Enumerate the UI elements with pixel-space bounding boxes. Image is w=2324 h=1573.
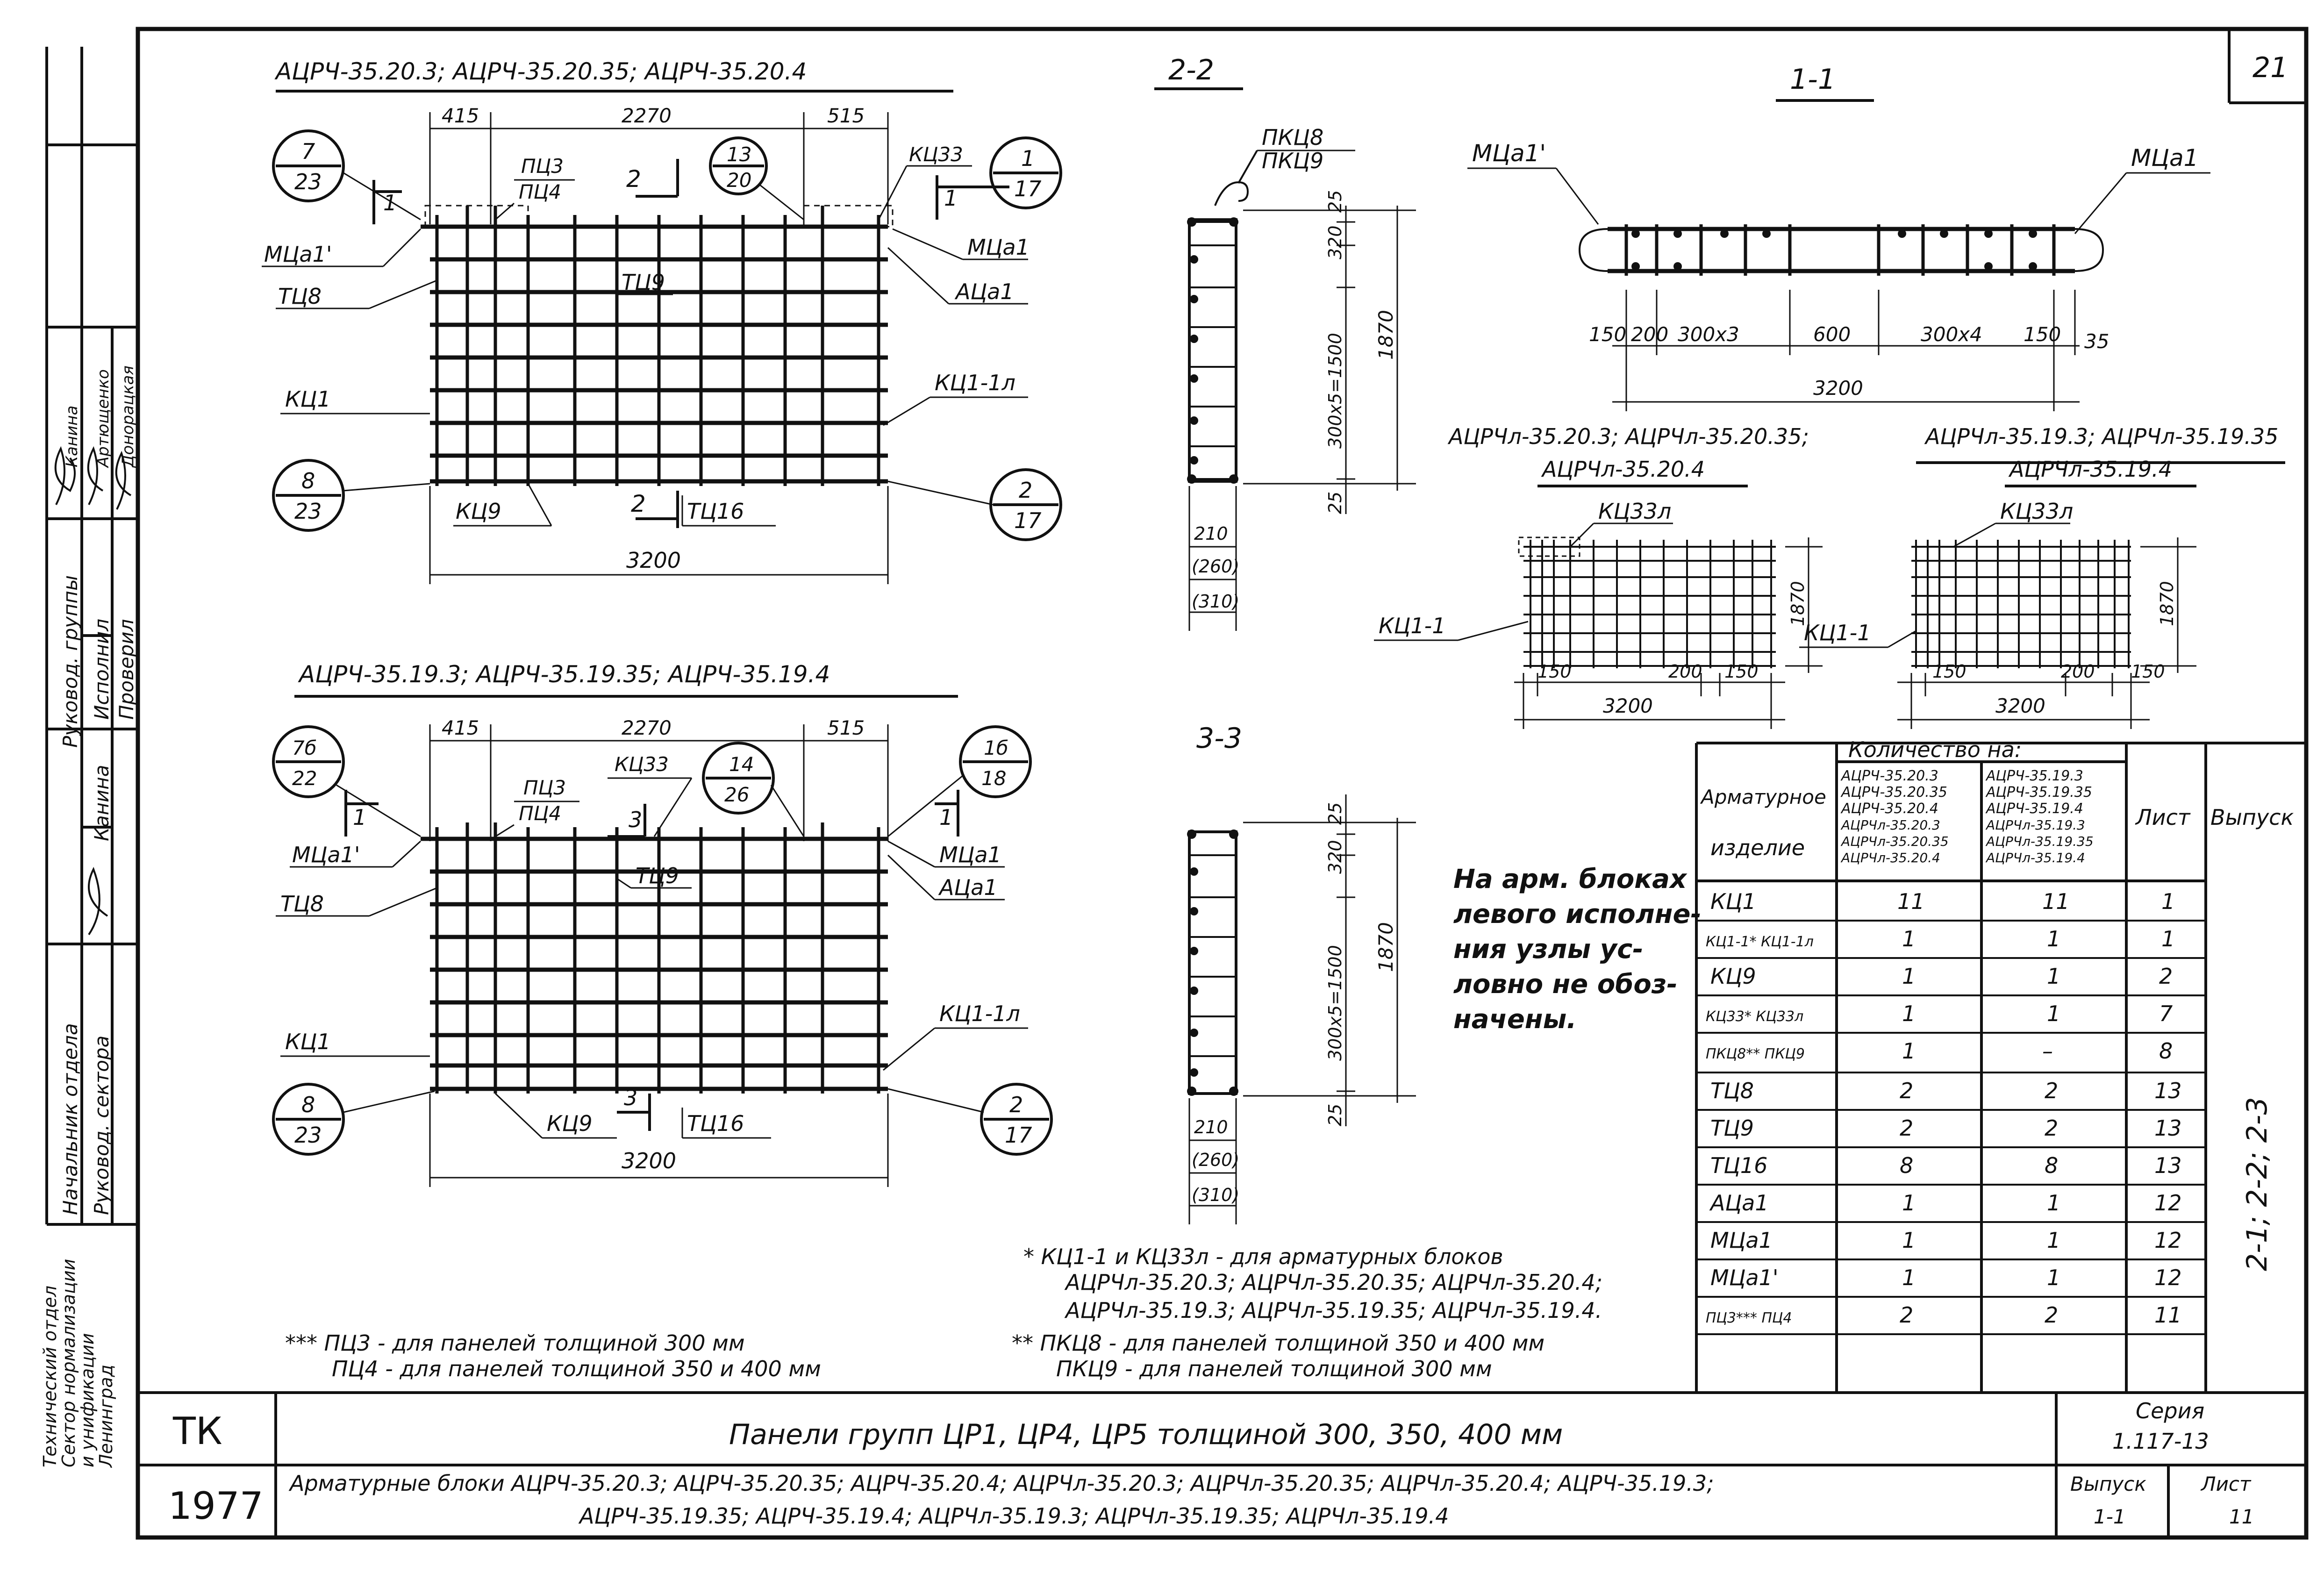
left-hand-note xyxy=(1453,864,1702,1035)
svg-text:2: 2 xyxy=(2045,1078,2059,1103)
top-label-tc8: ТЦ8 xyxy=(278,284,322,309)
s22-dim-1870: 1870 xyxy=(1374,310,1397,360)
svg-text:7: 7 xyxy=(2159,1001,2173,1026)
s22-dim-210: 210 xyxy=(1194,523,1228,544)
bottom-view-title: АЦРЧ-35.19.3; АЦРЧ-35.19.35; АЦРЧ-35.19.4 xyxy=(299,661,830,688)
s33-dim-260: (260) xyxy=(1192,1150,1240,1170)
svg-text:18: 18 xyxy=(981,767,1007,790)
org-line-3: и унификации xyxy=(77,1333,98,1467)
left20-kc1-1: КЦ1-1 xyxy=(1379,613,1446,638)
left19-mesh xyxy=(1911,540,2131,668)
top-dim-2270: 2270 xyxy=(622,104,672,127)
stamp-name-1: Канина xyxy=(90,765,113,841)
table-header-sheet: Лист xyxy=(2136,805,2190,830)
series-value: 1.117-13 xyxy=(2112,1429,2209,1454)
svg-text:11: 11 xyxy=(2042,889,2070,914)
bottom-section-3-top: 3 xyxy=(629,807,643,832)
left20-dim-150b: 150 xyxy=(1724,661,1759,682)
s22-dim-25b: 25 xyxy=(1325,491,1345,514)
svg-text:7б: 7б xyxy=(292,736,317,759)
section-1-1-title: 1-1 xyxy=(1790,63,1836,96)
table-row xyxy=(1706,1038,2173,1064)
svg-text:2: 2 xyxy=(2159,964,2173,989)
svg-text:ПЦ3*** ПЦ4: ПЦ3*** ПЦ4 xyxy=(1706,1310,1792,1326)
top-mesh-vertical xyxy=(437,206,879,486)
svg-text:17: 17 xyxy=(1014,508,1042,533)
svg-text:1: 1 xyxy=(2161,926,2175,951)
table-col2-block-6: АЦРЧл-35.19.4 xyxy=(1986,850,2085,865)
svg-text:11: 11 xyxy=(2154,1302,2182,1328)
top-callout-2-17 xyxy=(888,470,1061,540)
s11-mca1: МЦа1 xyxy=(2131,144,2199,172)
bottom-dim-2270: 2270 xyxy=(622,716,672,739)
s22-dim-25a: 25 xyxy=(1325,190,1345,213)
left19-kc33l: КЦ33л xyxy=(2000,499,2074,524)
footnotes xyxy=(285,1244,1602,1381)
top-dim-515: 515 xyxy=(827,104,865,127)
svg-text:13: 13 xyxy=(2154,1115,2182,1141)
left19-dim-150b: 150 xyxy=(2131,661,2165,682)
svg-text:1: 1 xyxy=(1902,1228,1916,1253)
table-header-item-1: Арматурное xyxy=(1701,786,1826,808)
s11-dim-3200: 3200 xyxy=(1813,377,1863,400)
svg-text:1: 1 xyxy=(1902,1038,1916,1064)
top-section-1-right: 1 xyxy=(944,186,958,211)
svg-text:8: 8 xyxy=(1900,1153,1914,1178)
s11-dim-300x3: 300x3 xyxy=(1678,323,1739,346)
left20-title-b: АЦРЧл-35.20.4 xyxy=(1542,457,1705,482)
svg-text:КЦ1-1* КЦ1-1л: КЦ1-1* КЦ1-1л xyxy=(1706,934,1814,950)
top-label-tc9: ТЦ9 xyxy=(622,270,665,295)
svg-text:2: 2 xyxy=(2045,1302,2059,1328)
s11-mca1p: МЦа1' xyxy=(1472,140,1546,167)
svg-text:АЦа1: АЦа1 xyxy=(1710,1190,1769,1216)
top-view xyxy=(262,58,1061,584)
table-row xyxy=(1709,1190,2182,1216)
table-col1-block-6: АЦРЧл-35.20.4 xyxy=(1841,850,1940,865)
bottom-section-1-left: 1 xyxy=(353,805,367,830)
svg-text:14: 14 xyxy=(729,753,754,776)
footnote-star3-a: *** ПЦ3 - для панелей толщиной 300 мм xyxy=(285,1330,745,1356)
org-line-4: Ленинград xyxy=(96,1365,116,1467)
svg-text:начены.: начены. xyxy=(1453,1004,1577,1035)
s11-dim-300x4: 300x4 xyxy=(1921,323,1982,346)
s33-dim-1870: 1870 xyxy=(1374,922,1397,972)
stamp-role-1: Начальник отдела xyxy=(59,1023,82,1215)
svg-text:26: 26 xyxy=(724,783,750,806)
top-label-mca1p: МЦа1' xyxy=(264,242,332,267)
svg-text:На арм. блоках: На арм. блоках xyxy=(1453,864,1687,894)
bottom-label-tc9: ТЦ9 xyxy=(636,863,679,888)
svg-text:23: 23 xyxy=(294,169,322,194)
top-section-2-top: 2 xyxy=(626,165,641,193)
s22-dim-1500: 300x5=1500 xyxy=(1325,333,1345,449)
table-row xyxy=(1710,889,2175,914)
table-header-issue: Выпуск xyxy=(2210,805,2294,830)
table-row xyxy=(1710,1228,2182,1253)
bottom-label-kc33: КЦ33 xyxy=(615,753,669,776)
bottom-label-tc16: ТЦ16 xyxy=(687,1111,744,1136)
table-row xyxy=(1710,1265,2182,1290)
org-line-2: Сектор нормализации xyxy=(58,1258,79,1467)
svg-text:1: 1 xyxy=(1902,1001,1916,1026)
section-3-3 xyxy=(1187,722,1416,1224)
table-row xyxy=(1706,1302,2182,1328)
bottom-view xyxy=(273,661,1051,1187)
svg-text:23: 23 xyxy=(294,1123,322,1148)
table-col1-block-5: АЦРЧл-35.20.35 xyxy=(1841,834,1949,849)
bottom-callout-8-23 xyxy=(273,1084,435,1154)
s33-dim-210: 210 xyxy=(1194,1117,1228,1137)
top-label-aca1: АЦа1 xyxy=(956,279,1014,304)
bottom-dim-415: 415 xyxy=(442,716,479,739)
s11-dim-35: 35 xyxy=(2084,330,2109,353)
bottom-label-mca1p: МЦа1' xyxy=(292,842,360,867)
svg-text:1: 1 xyxy=(2047,1265,2061,1290)
svg-text:КЦ33* КЦ33л: КЦ33* КЦ33л xyxy=(1706,1008,1804,1025)
section-2-2-pkc9: ПКЦ9 xyxy=(1262,148,1324,173)
top-label-pc4: ПЦ4 xyxy=(519,180,561,203)
left19-dim-200: 200 xyxy=(2061,661,2095,682)
top-callout-1-17 xyxy=(991,138,1061,208)
s11-dim-150a: 150 xyxy=(1589,323,1627,346)
left19-dim-1870: 1870 xyxy=(2157,581,2177,626)
table-col2-block-1: АЦРЧ-35.19.3 xyxy=(1986,768,2083,784)
s33-dim-25a: 25 xyxy=(1325,802,1345,825)
svg-text:8: 8 xyxy=(301,468,315,493)
svg-text:20: 20 xyxy=(727,169,752,192)
top-callout-13-20 xyxy=(710,138,804,220)
left-blocks-19 xyxy=(1799,424,2285,729)
bottom-callout-2-17 xyxy=(888,1084,1051,1154)
svg-text:1: 1 xyxy=(2161,889,2175,914)
svg-text:23: 23 xyxy=(294,499,322,524)
footnote-star2-a: ** ПКЦ8 - для панелей толщиной 350 и 400 мм xyxy=(1012,1330,1545,1356)
svg-text:7: 7 xyxy=(301,139,315,164)
bottom-section-1-right: 1 xyxy=(939,805,953,830)
svg-text:–: – xyxy=(2042,1038,2053,1064)
svg-text:2: 2 xyxy=(1900,1302,1914,1328)
left19-kc1-1: КЦ1-1 xyxy=(1804,620,1871,645)
svg-text:1: 1 xyxy=(2047,1190,2061,1216)
left19-title-b: АЦРЧл-35.19.4 xyxy=(2009,457,2173,482)
bottom-label-kc1: КЦ1 xyxy=(285,1029,331,1054)
svg-text:12: 12 xyxy=(2154,1265,2182,1290)
table-row xyxy=(1710,1115,2182,1141)
top-section-2-bottom: 2 xyxy=(631,490,646,517)
svg-text:ния узлы ус-: ния узлы ус- xyxy=(1453,934,1644,965)
table-row xyxy=(1706,1001,2173,1026)
title-sub-line1: Арматурные блоки АЦРЧ-35.20.3; АЦРЧ-35.20.35; АЦРЧ-35.20.4; АЦРЧл-35.20.3; АЦРЧл-35.20.35; АЦРЧл-35.20.4; АЦРЧ-35.19.3; xyxy=(290,1471,1714,1496)
top-label-tc16: ТЦ16 xyxy=(687,499,744,524)
issue-label: Выпуск xyxy=(2070,1473,2146,1495)
stamp-name-3: Донорацкая xyxy=(119,365,137,467)
s22-dim-320: 320 xyxy=(1325,225,1345,259)
table-row xyxy=(1706,926,2175,951)
table-col2-block-4: АЦРЧл-35.19.3 xyxy=(1986,817,2085,833)
top-label-kc1: КЦ1 xyxy=(285,386,331,412)
series-label: Серия xyxy=(2136,1398,2205,1423)
left19-title-a: АЦРЧл-35.19.3; АЦРЧл-35.19.35 xyxy=(1925,424,2279,449)
bottom-dim-3200: 3200 xyxy=(622,1148,677,1173)
bottom-callout-14-26 xyxy=(703,743,804,837)
stamp-role-2: Руковод. сектора xyxy=(90,1035,113,1215)
top-view-title: АЦРЧ-35.20.3; АЦРЧ-35.20.35; АЦРЧ-35.20.4 xyxy=(276,58,807,85)
section-3-3-title: 3-3 xyxy=(1196,722,1242,755)
footnote-star3-b: ПЦ4 - для панелей толщиной 350 и 400 мм xyxy=(332,1356,821,1381)
table-col2-block-5: АЦРЧл-35.19.35 xyxy=(1986,834,2094,849)
svg-text:КЦ9: КЦ9 xyxy=(1710,964,1756,989)
left20-dim-150a: 150 xyxy=(1537,661,1572,682)
footnote-star2-b: ПКЦ9 - для панелей толщиной 300 мм xyxy=(1056,1356,1492,1381)
top-callout-7-23 xyxy=(273,131,421,220)
section-2-2 xyxy=(1154,54,1416,631)
svg-text:1б: 1б xyxy=(984,736,1008,759)
svg-text:ПКЦ8** ПКЦ9: ПКЦ8** ПКЦ9 xyxy=(1706,1046,1805,1062)
svg-text:2: 2 xyxy=(1019,478,1033,503)
svg-text:2: 2 xyxy=(2045,1115,2059,1141)
title-sub-line2: АЦРЧ-35.19.35; АЦРЧ-35.19.4; АЦРЧл-35.19.3; АЦРЧл-35.19.35; АЦРЧл-35.19.4 xyxy=(579,1503,1449,1529)
sheet-number: 21 xyxy=(2252,51,2288,84)
table-row xyxy=(1710,1078,2182,1103)
left20-kc33l: КЦ33л xyxy=(1598,499,1672,524)
svg-text:8: 8 xyxy=(2159,1038,2173,1064)
bottom-label-aca1: АЦа1 xyxy=(939,875,998,900)
s11-dim-150b: 150 xyxy=(2024,323,2061,346)
stamp-year: 1977 xyxy=(168,1484,264,1528)
bottom-label-pc3: ПЦ3 xyxy=(523,776,566,799)
svg-text:17: 17 xyxy=(1005,1123,1032,1148)
table-header-qty: Количество на: xyxy=(1848,737,2022,762)
left-blocks-20 xyxy=(1374,424,1823,729)
top-dim-3200: 3200 xyxy=(626,548,681,573)
left20-dim-3200: 3200 xyxy=(1603,694,1653,717)
svg-text:2: 2 xyxy=(1900,1115,1914,1141)
svg-text:1: 1 xyxy=(2047,1228,2061,1253)
footnote-star1-b: АЦРЧл-35.20.3; АЦРЧл-35.20.35; АЦРЧл-35.20.4; xyxy=(1065,1270,1603,1295)
table-col2-block-3: АЦРЧ-35.19.4 xyxy=(1986,801,2083,817)
svg-text:13: 13 xyxy=(2154,1153,2182,1178)
svg-text:1: 1 xyxy=(1902,964,1916,989)
left20-title-a: АЦРЧл-35.20.3; АЦРЧл-35.20.35; xyxy=(1449,424,1809,449)
footnote-star1-c: АЦРЧл-35.19.3; АЦРЧл-35.19.35; АЦРЧл-35.19.4. xyxy=(1065,1298,1602,1323)
bottom-dim-515: 515 xyxy=(827,716,865,739)
svg-text:1: 1 xyxy=(2047,964,2061,989)
svg-text:17: 17 xyxy=(1014,176,1042,201)
stamp-role-4: Исполнил xyxy=(90,618,113,720)
svg-text:12: 12 xyxy=(2154,1228,2182,1253)
section-1-1 xyxy=(1467,63,2210,411)
bottom-section-3-bottom: 3 xyxy=(624,1085,638,1110)
left20-dim-200: 200 xyxy=(1668,661,1702,682)
footnote-star1-a: * КЦ1-1 и КЦ33л - для арматурных блоков xyxy=(1023,1244,1503,1269)
table-row xyxy=(1710,964,2173,989)
svg-text:1: 1 xyxy=(2047,1001,2061,1026)
svg-text:2: 2 xyxy=(1009,1092,1023,1117)
top-mesh-horizontal xyxy=(421,227,888,481)
bottom-label-pc4: ПЦ4 xyxy=(519,802,561,825)
bottom-label-mca1: МЦа1 xyxy=(939,842,1001,867)
top-label-kc33: КЦ33 xyxy=(909,143,963,166)
svg-text:1: 1 xyxy=(1902,1265,1916,1290)
top-dim-415: 415 xyxy=(442,104,479,127)
svg-text:левого исполне-: левого исполне- xyxy=(1453,899,1702,930)
s33-dim-25b: 25 xyxy=(1325,1103,1345,1126)
svg-text:8: 8 xyxy=(301,1092,315,1117)
top-section-1-left: 1 xyxy=(383,190,397,215)
title-block xyxy=(168,1398,2254,1529)
svg-text:МЦа1': МЦа1' xyxy=(1710,1265,1779,1290)
table-row xyxy=(1710,1153,2182,1178)
top-label-kc1-1l: КЦ1-1л xyxy=(935,370,1015,395)
issue-value: 1-1 xyxy=(2094,1505,2126,1528)
s33-dim-310: (310) xyxy=(1192,1185,1240,1205)
svg-text:2: 2 xyxy=(1900,1078,1914,1103)
s11-dim-200: 200 xyxy=(1631,323,1669,346)
bottom-label-tc8: ТЦ8 xyxy=(280,891,324,916)
top-label-pc3: ПЦ3 xyxy=(521,155,564,178)
stamp-name-2: Артющенко xyxy=(94,369,113,467)
stamp-tk: ТК xyxy=(173,1409,222,1453)
svg-text:1: 1 xyxy=(1902,1190,1916,1216)
svg-text:22: 22 xyxy=(292,767,317,790)
top-label-kc9: КЦ9 xyxy=(456,499,501,524)
s22-dim-310: (310) xyxy=(1192,591,1240,612)
list-value: 11 xyxy=(2229,1505,2254,1528)
list-label: Лист xyxy=(2201,1473,2251,1495)
svg-text:12: 12 xyxy=(2154,1190,2182,1216)
title-main: Панели групп ЦР1, ЦР4, ЦР5 толщиной 300, 350, 400 мм xyxy=(729,1418,1563,1451)
svg-text:КЦ1: КЦ1 xyxy=(1710,889,1756,914)
table-col1-block-1: АЦРЧ-35.20.3 xyxy=(1841,768,1938,784)
svg-text:ТЦ9: ТЦ9 xyxy=(1710,1115,1754,1141)
table-header-item-2: изделие xyxy=(1710,835,1805,860)
left19-dim-150a: 150 xyxy=(1932,661,1966,682)
left20-mesh xyxy=(1519,537,1776,668)
left20-dim-1870: 1870 xyxy=(1788,581,1808,626)
section-2-2-title: 2-2 xyxy=(1168,54,1214,86)
stamp-name-4: Канина xyxy=(63,405,81,467)
table-col1-block-2: АЦРЧ-35.20.35 xyxy=(1841,784,1947,801)
svg-text:МЦа1: МЦа1 xyxy=(1710,1228,1773,1253)
stamp-role-3: Руковод. группы xyxy=(59,575,82,748)
table-col2-block-2: АЦРЧ-35.19.35 xyxy=(1986,784,2092,801)
s33-dim-1500: 300x5=1500 xyxy=(1325,945,1345,1061)
org-line-1: Технический отдел xyxy=(40,1285,60,1467)
s22-dim-260: (260) xyxy=(1192,556,1240,577)
svg-text:ТЦ8: ТЦ8 xyxy=(1710,1078,1754,1103)
table-col1-block-3: АЦРЧ-35.20.4 xyxy=(1841,801,1938,817)
s11-dim-600: 600 xyxy=(1813,323,1851,346)
bottom-label-kc9: КЦ9 xyxy=(547,1111,593,1136)
stamp-role-5: Проверил xyxy=(115,619,138,720)
top-label-mca1: МЦа1 xyxy=(967,235,1030,260)
quantity-table xyxy=(1696,737,2306,1393)
svg-text:ТЦ16: ТЦ16 xyxy=(1710,1153,1768,1178)
svg-text:1: 1 xyxy=(1021,146,1035,171)
section-2-2-pkc8: ПКЦ8 xyxy=(1262,125,1324,150)
s33-dim-320: 320 xyxy=(1325,840,1345,874)
svg-text:8: 8 xyxy=(2045,1153,2059,1178)
svg-text:1: 1 xyxy=(2047,926,2061,951)
svg-text:ловно не обоз-: ловно не обоз- xyxy=(1453,969,1678,1000)
svg-text:13: 13 xyxy=(727,143,752,166)
svg-text:11: 11 xyxy=(1897,889,1925,914)
bottom-label-kc1-1l: КЦ1-1л xyxy=(939,1001,1020,1026)
svg-text:1: 1 xyxy=(1902,926,1916,951)
svg-text:13: 13 xyxy=(2154,1078,2182,1103)
left19-dim-3200: 3200 xyxy=(1995,694,2045,717)
table-col1-block-4: АЦРЧл-35.20.3 xyxy=(1841,817,1940,833)
table-issue-value: 2-1; 2-2; 2-3 xyxy=(2241,1097,2274,1271)
top-callout-8-23 xyxy=(273,460,430,530)
